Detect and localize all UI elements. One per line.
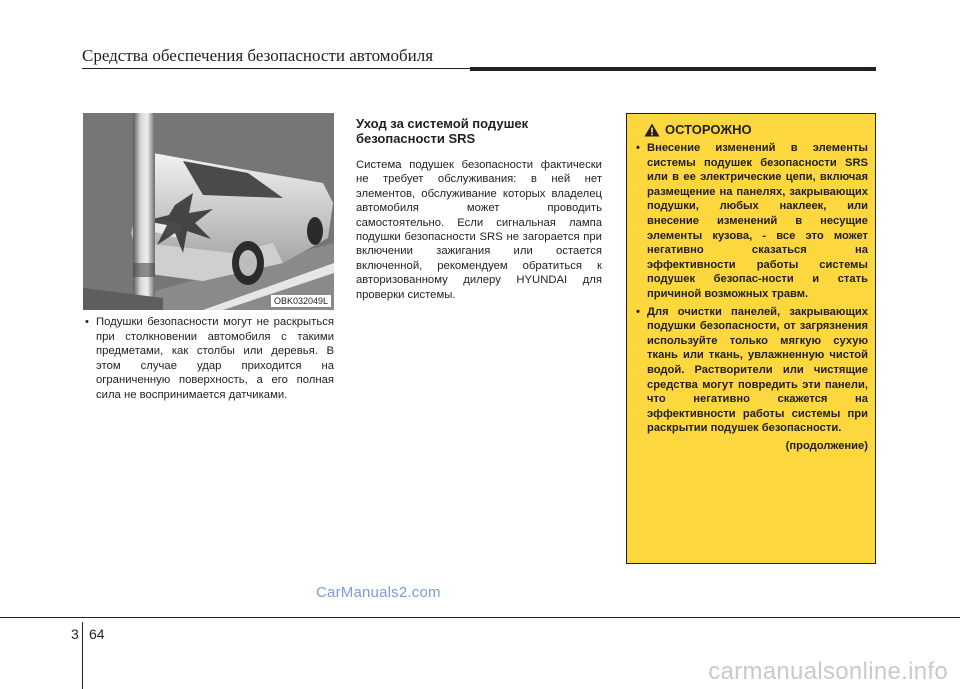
continued-label: (продолжение) (785, 439, 868, 452)
warning-title: ОСТОРОЖНО (665, 122, 752, 137)
section-body: Система подушек безопасности фактически не требует обслуживания: в ней нет элементов, обслуживание которых владелец автомобиля может проводить самостоятельно. Если сигнальная лампа подушки безопасности SRS не загорается при включении зажигания или остается включенной, рекомендуем обратиться к авторизованному дилеру HYUNDAI для проверки системы. (356, 159, 602, 301)
chapter-number: 3 (71, 626, 79, 642)
warning-item: • Внесение изменений в элементы системы подушек безопасности SRS или в ее электрические цепи, включая размещение на панелях, закрывающих подушки, любых наклеек, или внесение изменений в несущие элементы кузова, - все это может негативно сказаться на эффективности работы системы подушек безопас-ности и стать причиной возможных травм. (636, 141, 868, 302)
warning-header (636, 122, 868, 137)
header-rule-thick (470, 67, 876, 71)
figure-code-label: OBK032049L (271, 295, 331, 307)
page-header-title: Средства обеспечения безопасности автомобиля (82, 46, 434, 65)
warning-item: • Для очистки панелей, закрывающих подушки безопасности, от загрязнения используйте только мягкую сухую ткань или ткань, увлажненную чистой водой. Растворители или чистящие средства могут повредить эти панели, что негативно скажется на эффективности работы системы при раскрытии подушек безопасности. (636, 305, 868, 436)
watermark-carmanualsonline: carmanualsonline.info (708, 658, 948, 685)
car-crash-illustration (83, 113, 334, 310)
footer-divider (82, 622, 83, 689)
watermark-carmanuals2: CarManuals2.com (316, 584, 441, 601)
footer-rule (0, 617, 960, 618)
warning-triangle-icon (644, 123, 660, 137)
section-title: Уход за системой подушек безопасности SRS (356, 116, 529, 146)
page-number: 64 (89, 626, 105, 642)
middle-column (356, 116, 602, 302)
collision-note: • Подушки безопасности могут не раскрыться при столкновении автомобиля с такими предметами, как столбы или деревья. В этом случае удар приходится на ограниченную поверхность, а его полная сила не воспринимается датчиками. (83, 315, 334, 402)
left-column (83, 315, 334, 402)
warning-box (626, 113, 876, 564)
